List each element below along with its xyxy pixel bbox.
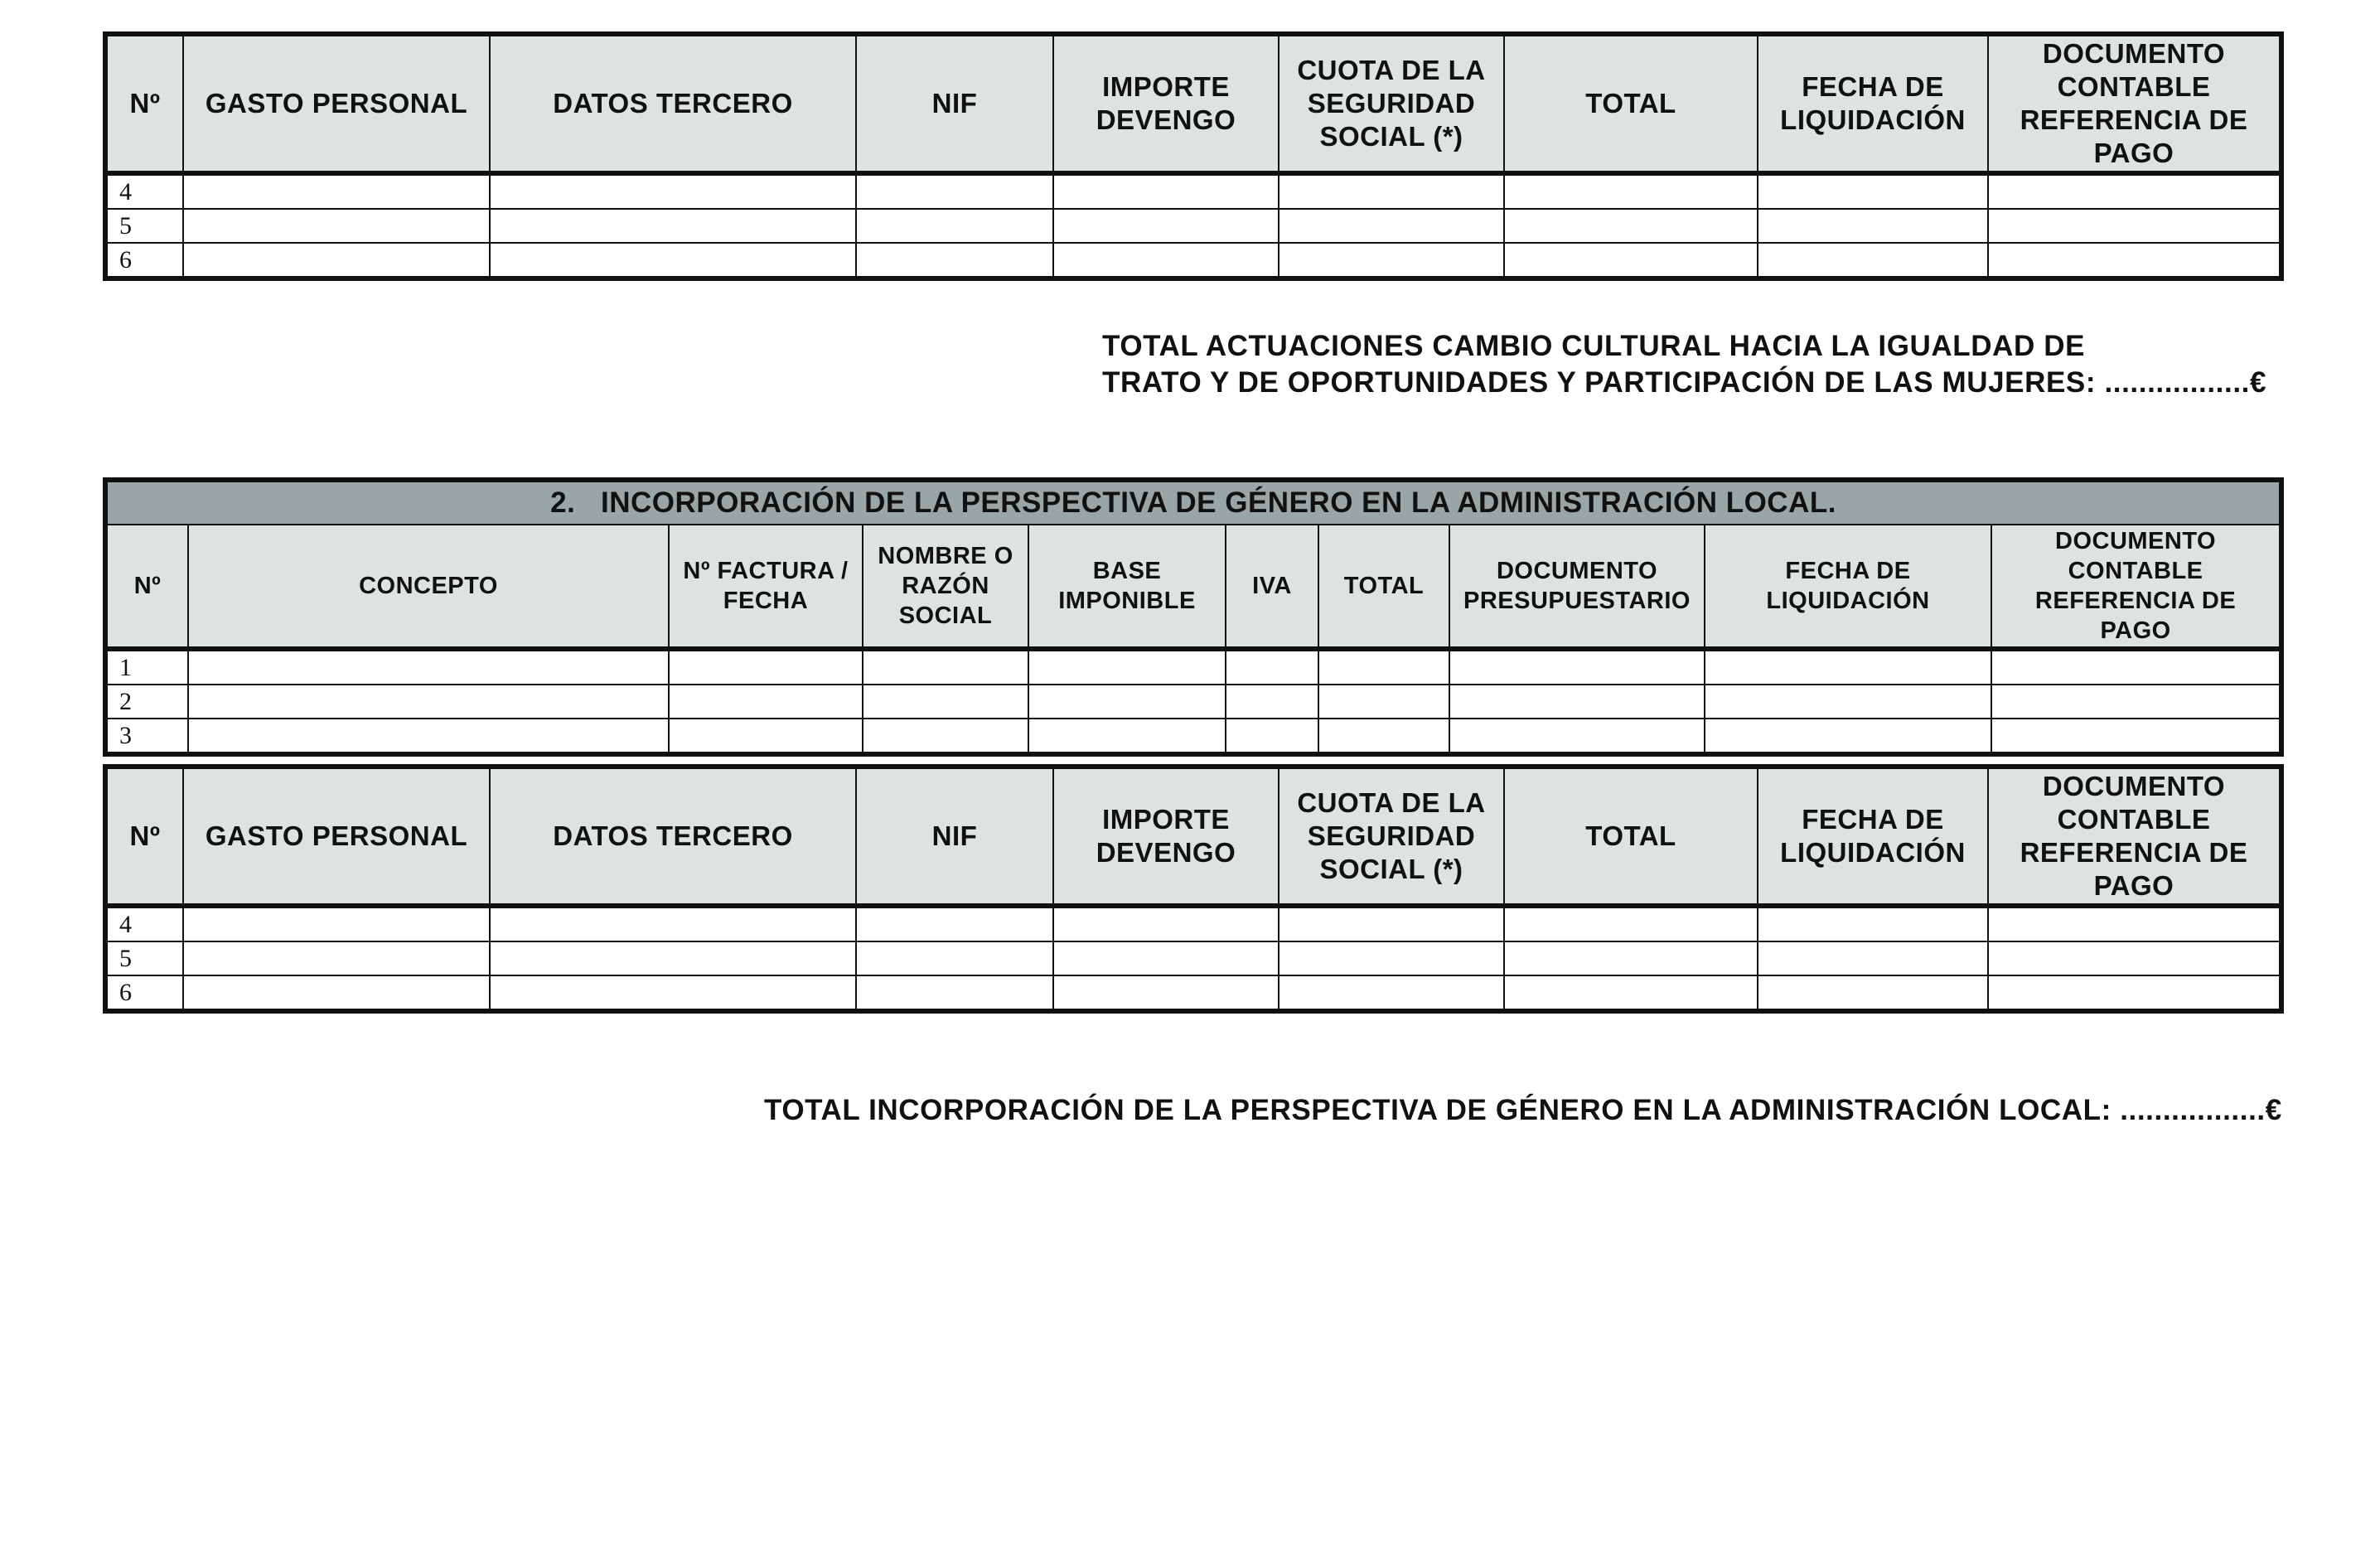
cell-documento[interactable] (1988, 906, 2281, 941)
cell-fecha[interactable] (1758, 906, 1988, 941)
header-base-imponible: BASE IMPONIBLE (1028, 525, 1226, 649)
header-documento-contable: DOCUMENTO CONTABLE REFERENCIA DE PAGO (1991, 525, 2281, 649)
table-row (105, 906, 2281, 941)
header-datos-tercero: DATOS TERCERO (490, 34, 856, 173)
row-number: 4 (105, 906, 183, 941)
header-documento-contable: DOCUMENTO CONTABLE REFERENCIA DE PAGO (1988, 767, 2281, 906)
cell-gasto-personal[interactable] (183, 941, 490, 975)
cell-nif[interactable] (856, 975, 1053, 1011)
cell-documento[interactable] (1988, 209, 2281, 243)
cell-fecha[interactable] (1758, 243, 1988, 278)
table-row (105, 975, 2281, 1011)
header-nif: NIF (856, 767, 1053, 906)
row-number: 1 (105, 649, 188, 685)
cell-base[interactable] (1028, 719, 1226, 754)
row-number: 3 (105, 719, 188, 754)
cell-datos-tercero[interactable] (490, 243, 856, 278)
cell-nif[interactable] (856, 173, 1053, 209)
cell-gasto-personal[interactable] (183, 243, 490, 278)
personal-expenses-table-1 (103, 31, 2284, 281)
cell-nombre[interactable] (863, 649, 1028, 685)
cell-importe-devengo[interactable] (1053, 173, 1279, 209)
cell-factura[interactable] (669, 685, 863, 719)
table-row (105, 649, 2281, 685)
cell-iva[interactable] (1226, 649, 1318, 685)
cell-cuota[interactable] (1279, 941, 1504, 975)
cell-concepto[interactable] (188, 719, 669, 754)
section-2-invoice-table (103, 477, 2284, 757)
cell-cuota[interactable] (1279, 975, 1504, 1011)
cell-nif[interactable] (856, 941, 1053, 975)
header-concepto: CONCEPTO (188, 525, 669, 649)
cell-total[interactable] (1504, 173, 1758, 209)
cell-nif[interactable] (856, 243, 1053, 278)
header-total: TOTAL (1504, 767, 1758, 906)
total-cambio-cultural (1102, 328, 2266, 401)
section-2-title: 2. INCORPORACIÓN DE LA PERSPECTIVA DE GÉNERO EN LA ADMINISTRACIÓN LOCAL. (105, 480, 2281, 525)
header-gasto-personal: GASTO PERSONAL (183, 767, 490, 906)
row-number: 6 (105, 243, 183, 278)
table-row (105, 173, 2281, 209)
cell-nif[interactable] (856, 906, 1053, 941)
header-fecha-liquidacion: FECHA DE LIQUIDACIÓN (1758, 767, 1988, 906)
table-row (105, 243, 2281, 278)
section-2-title-row (105, 480, 2281, 525)
cell-doc-presupuestario[interactable] (1449, 685, 1705, 719)
cell-fecha[interactable] (1758, 209, 1988, 243)
total-cambio-cultural-line2: TRATO Y DE OPORTUNIDADES Y PARTICIPACIÓN DE LAS MUJERES: .................€ (1102, 366, 2267, 399)
cell-fecha[interactable] (1705, 649, 1991, 685)
cell-total[interactable] (1504, 941, 1758, 975)
cell-total[interactable] (1318, 719, 1449, 754)
header-total: TOTAL (1504, 34, 1758, 173)
row-number: 4 (105, 173, 183, 209)
row-number: 5 (105, 209, 183, 243)
cell-documento[interactable] (1988, 941, 2281, 975)
cell-importe-devengo[interactable] (1053, 941, 1279, 975)
cell-documento[interactable] (1988, 975, 2281, 1011)
cell-importe-devengo[interactable] (1053, 906, 1279, 941)
cell-importe-devengo[interactable] (1053, 243, 1279, 278)
cell-datos-tercero[interactable] (490, 941, 856, 975)
cell-total[interactable] (1318, 685, 1449, 719)
cell-fecha[interactable] (1705, 719, 1991, 754)
cell-total[interactable] (1504, 906, 1758, 941)
cell-datos-tercero[interactable] (490, 209, 856, 243)
cell-nombre[interactable] (863, 719, 1028, 754)
table-row (105, 685, 2281, 719)
header-fecha-liquidacion: FECHA DE LIQUIDACIÓN (1758, 34, 1988, 173)
cell-total[interactable] (1504, 243, 1758, 278)
cell-gasto-personal[interactable] (183, 209, 490, 243)
cell-factura[interactable] (669, 649, 863, 685)
cell-datos-tercero[interactable] (490, 975, 856, 1011)
row-number: 6 (105, 975, 183, 1011)
cell-cuota[interactable] (1279, 906, 1504, 941)
header-factura-fecha: Nº FACTURA / FECHA (669, 525, 863, 649)
header-nombre-razon-social: NOMBRE O RAZÓN SOCIAL (863, 525, 1028, 649)
cell-cuota[interactable] (1279, 173, 1504, 209)
header-iva: IVA (1226, 525, 1318, 649)
cell-doc-presupuestario[interactable] (1449, 649, 1705, 685)
header-datos-tercero: DATOS TERCERO (490, 767, 856, 906)
header-total: TOTAL (1318, 525, 1449, 649)
cell-documento[interactable] (1988, 243, 2281, 278)
total-perspectiva-genero: TOTAL INCORPORACIÓN DE LA PERSPECTIVA DE GÉNERO EN LA ADMINISTRACIÓN LOCAL: .................€ (764, 1094, 2282, 1126)
cell-documento[interactable] (1991, 685, 2281, 719)
cell-base[interactable] (1028, 649, 1226, 685)
row-number: 5 (105, 941, 183, 975)
header-documento-contable: DOCUMENTO CONTABLE REFERENCIA DE PAGO (1988, 34, 2281, 173)
header-documento-presupuestario: DOCUMENTO PRESUPUESTARIO (1449, 525, 1705, 649)
header-gasto-personal: GASTO PERSONAL (183, 34, 490, 173)
cell-total[interactable] (1318, 649, 1449, 685)
cell-nombre[interactable] (863, 685, 1028, 719)
cell-total[interactable] (1504, 975, 1758, 1011)
header-fecha-liquidacion: FECHA DE LIQUIDACIÓN (1705, 525, 1991, 649)
cell-fecha[interactable] (1758, 941, 1988, 975)
header-n: Nº (105, 767, 183, 906)
cell-total[interactable] (1504, 209, 1758, 243)
cell-cuota[interactable] (1279, 243, 1504, 278)
table-row (105, 719, 2281, 754)
cell-concepto[interactable] (188, 685, 669, 719)
cell-iva[interactable] (1226, 719, 1318, 754)
cell-cuota[interactable] (1279, 209, 1504, 243)
cell-documento[interactable] (1988, 173, 2281, 209)
cell-fecha[interactable] (1705, 685, 1991, 719)
table-row (105, 941, 2281, 975)
personal-expenses-table-2 (103, 764, 2284, 1014)
row-number: 2 (105, 685, 188, 719)
total-cambio-cultural-line1: TOTAL ACTUACIONES CAMBIO CULTURAL HACIA LA IGUALDAD DE (1102, 330, 2086, 362)
header-importe-devengo: IMPORTE DEVENGO (1053, 767, 1279, 906)
header-cuota-seguridad-social: CUOTA DE LA SEGURIDAD SOCIAL (*) (1279, 34, 1504, 173)
cell-base[interactable] (1028, 685, 1226, 719)
cell-gasto-personal[interactable] (183, 975, 490, 1011)
header-nif: NIF (856, 34, 1053, 173)
cell-fecha[interactable] (1758, 173, 1988, 209)
table-row (105, 209, 2281, 243)
cell-datos-tercero[interactable] (490, 906, 856, 941)
cell-concepto[interactable] (188, 649, 669, 685)
header-n: Nº (105, 34, 183, 173)
cell-importe-devengo[interactable] (1053, 975, 1279, 1011)
cell-nif[interactable] (856, 209, 1053, 243)
cell-datos-tercero[interactable] (490, 173, 856, 209)
header-cuota-seguridad-social: CUOTA DE LA SEGURIDAD SOCIAL (*) (1279, 767, 1504, 906)
cell-fecha[interactable] (1758, 975, 1988, 1011)
cell-factura[interactable] (669, 719, 863, 754)
cell-documento[interactable] (1991, 649, 2281, 685)
cell-iva[interactable] (1226, 685, 1318, 719)
cell-gasto-personal[interactable] (183, 173, 490, 209)
cell-importe-devengo[interactable] (1053, 209, 1279, 243)
cell-doc-presupuestario[interactable] (1449, 719, 1705, 754)
header-n: Nº (105, 525, 188, 649)
header-importe-devengo: IMPORTE DEVENGO (1053, 34, 1279, 173)
cell-gasto-personal[interactable] (183, 906, 490, 941)
cell-documento[interactable] (1991, 719, 2281, 754)
